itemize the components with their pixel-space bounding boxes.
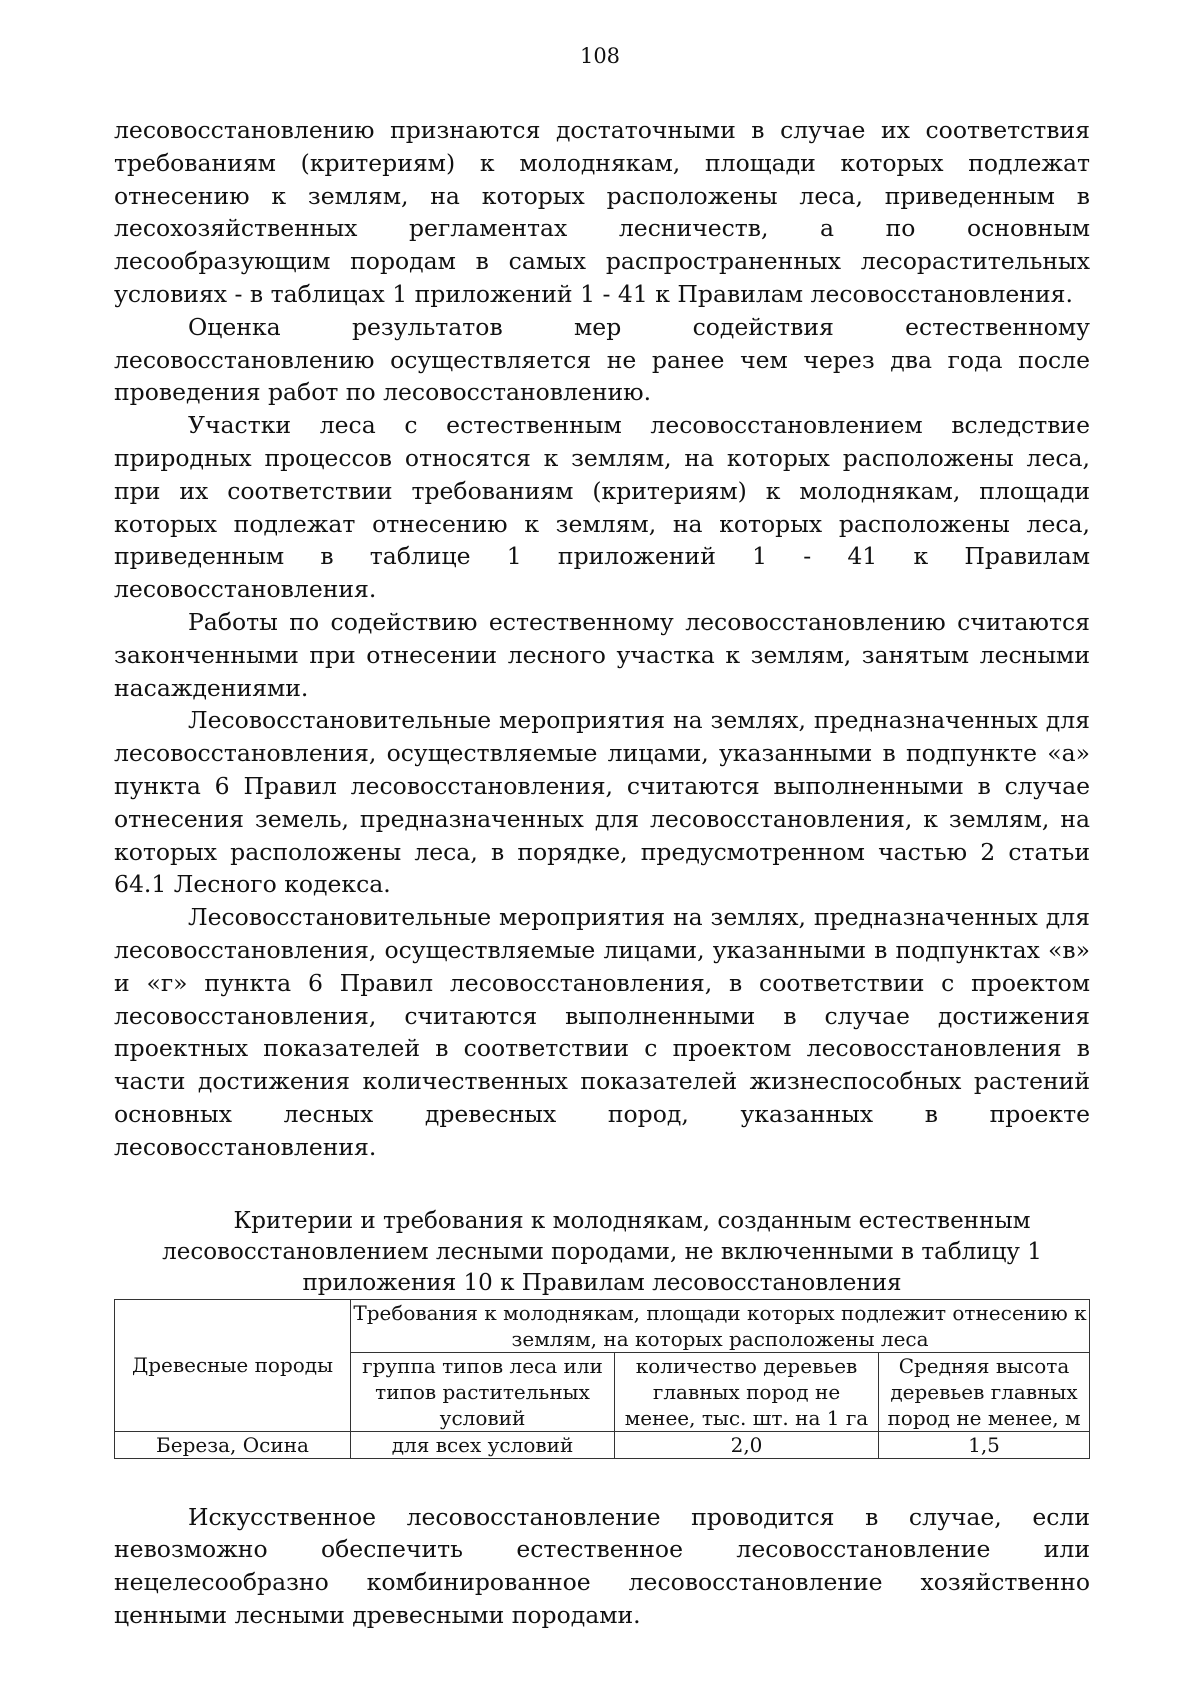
table-caption <box>114 1206 1090 1299</box>
criteria-table <box>114 1299 1090 1459</box>
cell-species: Береза, Осина <box>115 1431 351 1458</box>
header-tree-count: количество деревьев главных пород не менее, тыс. шт. на 1 га <box>615 1352 879 1431</box>
paragraph-artificial-reforestation: Искусственное лесовосстановление проводится в случае, если невозможно обеспечить естественное лесовосстановление или нецелесообразно комбинированное лесовосстановление хозяйственно ценными лесными древесными породами. <box>114 1502 1090 1629</box>
paragraph-assessment: Оценка результатов мер содействия естественному лесовосстановлению осуществляется не ранее чем через два года после проведения работ по лесовосстановлению. <box>114 312 1090 407</box>
paragraph-measures-v-g: Лесовосстановительные мероприятия на землях, предназначенных для лесовосстановления, осуществляемые лицами, указанными в подпунктах «в» и «г» пункта 6 Правил лесовосстановления, в соответствии с проектом лесовосстановления, считаются выполненными в случае достижения проектных показателей в соответствии с проектом лесовосстановления в части достижения количественных показателей жизнеспособных растений основных лесных древесных пород, указанных в проекте лесовосстановления. <box>114 903 1090 1161</box>
cell-average-height: 1,5 <box>879 1431 1090 1458</box>
table-row <box>115 1431 1090 1458</box>
page-number: 108 <box>579 44 621 68</box>
paragraph-works-completed: Работы по содействию естественному лесовосстановлению считаются законченными при отнесении лесного участка к землям, занятым лесными насаждениями. <box>114 607 1090 702</box>
table-header-row <box>115 1299 1090 1352</box>
table-caption-line: лесовосстановлением лесными породами, не включенными в таблицу 1 <box>162 1238 1042 1265</box>
paragraph-measures-a: Лесовосстановительные мероприятия на землях, предназначенных для лесовосстановления, осуществляемые лицами, указанными в подпункте «а» пункта 6 Правил лесовосстановления, считаются выполненными в случае отнесения земель, предназначенных для лесовосстановления, к землям, на которых расположены леса, в порядке, предусмотренном частью 2 статьи 64.1 Лесного кодекса. <box>114 706 1090 899</box>
cell-forest-type-group: для всех условий <box>351 1431 615 1458</box>
header-species: Древесные породы <box>115 1299 351 1431</box>
paragraph-natural-sites: Участки леса с естественным лесовосстановлением вследствие природных процессов относятся к землям, на которых расположены леса, при их соответствии требованиям (критериям) к молоднякам, площади которых подлежат отнесению к землям, на которых расположены леса, приведенным в таблице 1 приложений 1 - 41 к Правилам лесовосстановления. <box>114 411 1090 604</box>
header-average-height: Средняя высота деревьев главных пород не менее, м <box>879 1352 1090 1431</box>
header-forest-type-group: группа типов леса или типов растительных условий <box>351 1352 615 1431</box>
cell-tree-count: 2,0 <box>615 1431 879 1458</box>
paragraph-continuation: лесовосстановлению признаются достаточными в случае их соответствия требованиям (критериям) к молоднякам, площади которых подлежат отнесению к землям, на которых расположены леса, приведенным в лесохозяйственных регламентах лесничеств, а по основным лесообразующим породам в самых распространенных лесорастительных условиях - в таблицах 1 приложений 1 - 41 к Правилам лесовосстановления. <box>114 116 1090 308</box>
header-requirements: Требования к молоднякам, площади которых подлежит отнесению к землям, на которых расположены леса <box>351 1299 1090 1352</box>
table-caption-line: Критерии и требования к молоднякам, созданным естественным <box>233 1207 1031 1234</box>
document-body <box>114 114 1090 1632</box>
table-caption-line: приложения 10 к Правилам лесовосстановления <box>302 1269 902 1296</box>
